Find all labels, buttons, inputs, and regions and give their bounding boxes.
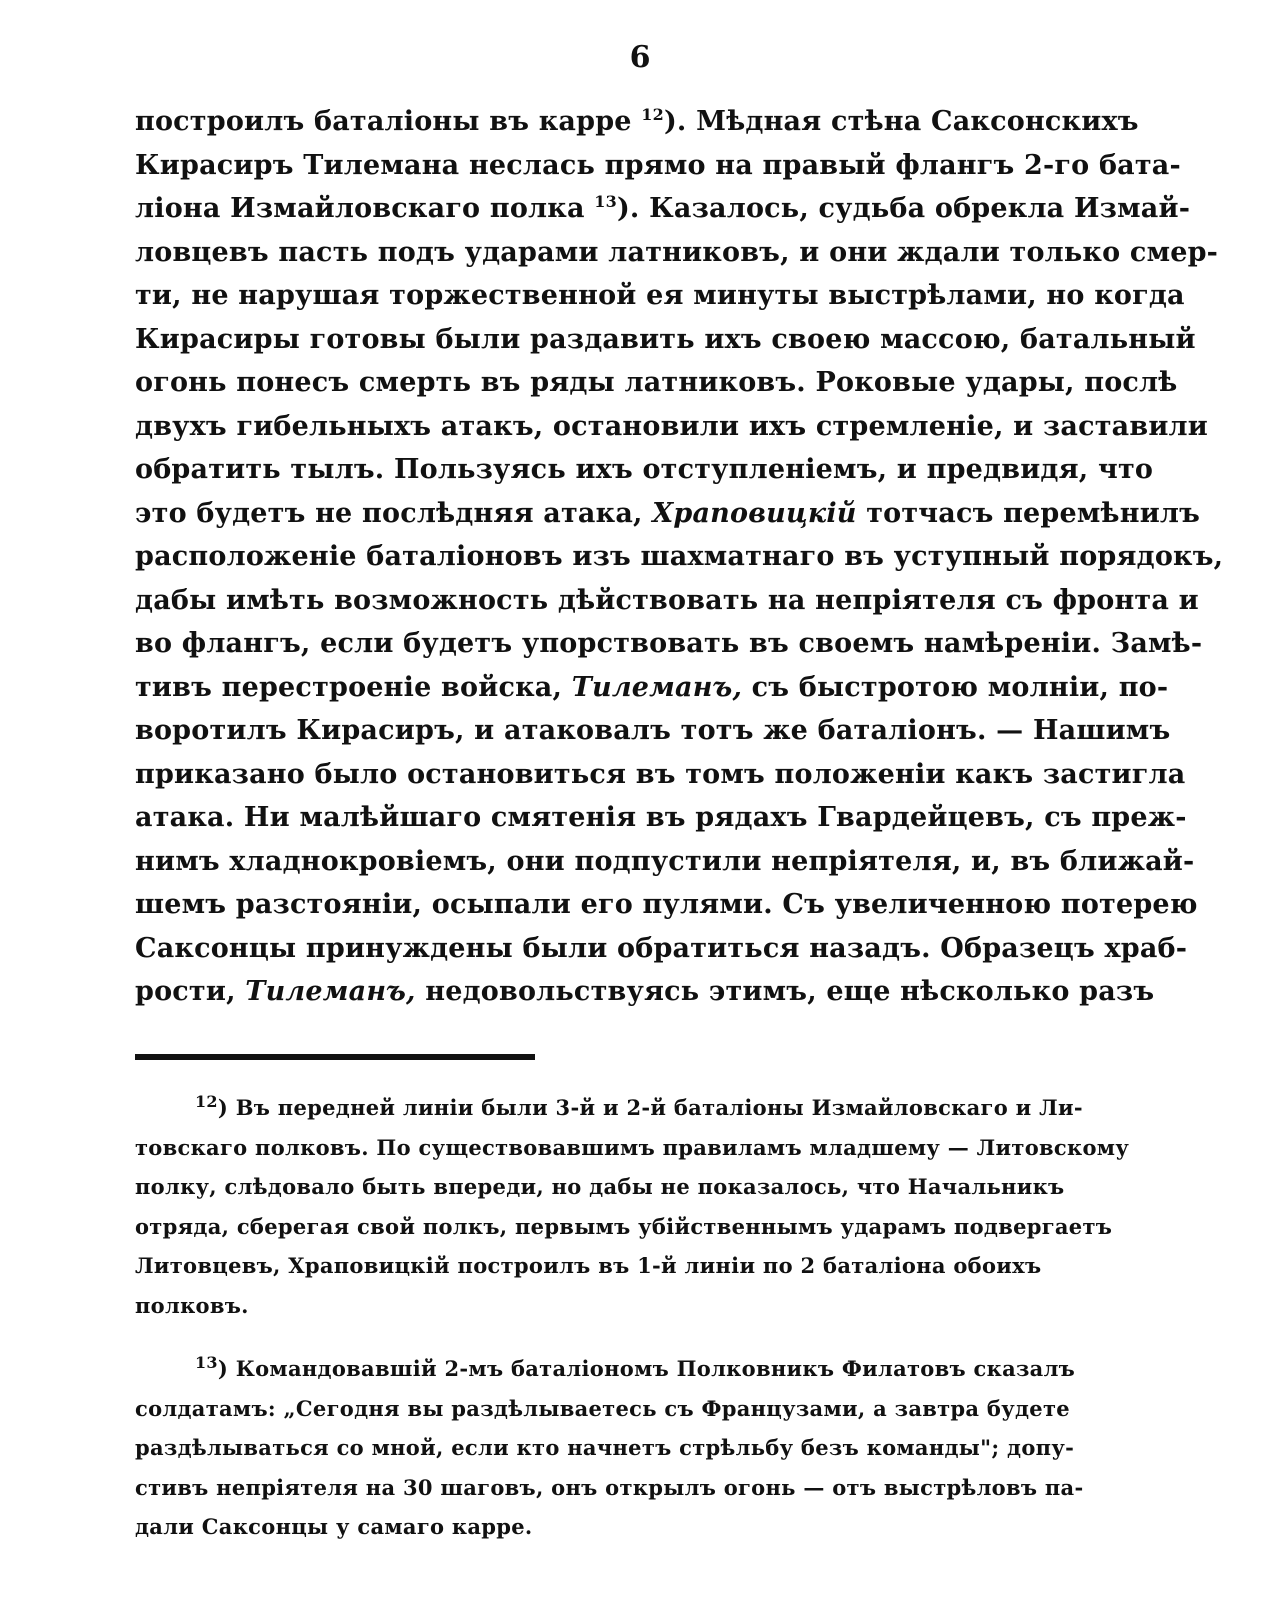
page-number: 6 (629, 40, 651, 75)
text-line: приказано было остановиться въ томъ положеніи какъ застигла (135, 758, 1186, 790)
text-line: обратить тылъ. Пользуясь ихъ отступленіемъ, и предвидя, что (135, 454, 1154, 485)
text-line: Саксонцы принуждены были обратиться назадъ. Образецъ храб- (135, 932, 1188, 964)
text-line: атака. Ни малѣйшаго смятенія въ рядахъ Гвардейцевъ, съ преж- (135, 802, 1187, 833)
text-line: нимъ хладнокровіемъ, они подпустили непріятеля, и, въ ближай- (135, 845, 1195, 877)
text-line: воротилъ Кирасиръ, и атаковалъ тотъ же баталіонъ. — Нашимъ (135, 715, 1171, 746)
text-line (135, 492, 1201, 536)
text-line-content: тивъ перестроеніе войска, (135, 671, 563, 703)
text-line: огонь понесъ смерть въ ряды латниковъ. Роковые удары, послѣ (135, 367, 1178, 398)
text-line-content: ). Мѣдная стѣна Саксонскихъ (663, 106, 1139, 137)
footnote-line: отряда, сберегая свой полкъ, первымъ убійственнымъ ударамъ подвергаетъ (135, 1213, 1113, 1239)
text-line: дабы имѣть возможность дѣйствовать на непріятеля съ фронта и (135, 584, 1199, 616)
footnote-13 (135, 1349, 1147, 1547)
footnote-ref-13[interactable]: 13 (594, 192, 617, 211)
footnote-text: ) Въ передней линіи были 3-й и 2-й баталіоны Измайловскаго и Ли- (217, 1095, 1083, 1120)
text-line (135, 100, 1147, 144)
text-line-content: ліона Измайловскаго полка (135, 193, 585, 224)
footnote-line: полковъ. (135, 1292, 249, 1318)
text-line-content: недовольствуясь этимъ, еще нѣсколько разъ (425, 976, 1155, 1007)
text-line: ти, не нарушая торжественной ея минуты выстрѣлами, но когда (135, 280, 1185, 311)
text-line (135, 187, 1191, 231)
text-line: расположеніе баталіоновъ изъ шахматнаго въ уступный порядокъ, (135, 541, 1224, 572)
footnote-line: раздѣлываться со мной, если кто начнетъ стрѣльбу безъ команды"; допу- (135, 1435, 1075, 1460)
footnote-line: товскаго полковъ. По существовавшимъ правиламъ младшему — Литовскому (135, 1134, 1130, 1160)
text-line-content: ). Казалось, судьба обрекла Измай- (616, 193, 1191, 224)
italic-name: Тилеманъ, (245, 976, 416, 1007)
footnote-separator (135, 1054, 535, 1060)
footnote-12 (135, 1088, 1147, 1325)
footnote-line (135, 1088, 1147, 1128)
main-text (135, 100, 1224, 1014)
footnote-line: солдатамъ: „Сегодня вы раздѣлываетесь съ Французами, а завтра будете (135, 1395, 1070, 1421)
text-line-content: это будетъ не послѣдняя атака, (135, 497, 643, 529)
footnote-text: ) Командовавшій 2-мъ баталіономъ Полковникъ Филатовъ сказалъ (217, 1356, 1076, 1381)
footnote-marker: 13 (195, 1353, 218, 1372)
text-line: двухъ гибельныхъ атакъ, остановили ихъ стремленіе, и заставили (135, 410, 1209, 442)
text-line-content: съ быстротою молніи, по- (751, 671, 1169, 703)
footnote-line: стивъ непріятеля на 30 шаговъ, онъ открылъ огонь — отъ выстрѣловъ па- (135, 1474, 1084, 1500)
footnote-marker: 12 (195, 1092, 218, 1111)
text-line-content: рости, (135, 976, 236, 1007)
italic-name: Храповицкій (652, 497, 857, 529)
text-line: шемъ разстояніи, осыпали его пулями. Съ увеличенною потерею (135, 889, 1198, 920)
footnote-line (135, 1349, 1147, 1389)
italic-name: Тилеманъ, (571, 671, 743, 703)
footnote-line: Литовцевъ, Храповицкій построилъ въ 1-й линіи по 2 баталіона обоихъ (135, 1253, 1042, 1278)
footnote-line: полку, слѣдовало быть впереди, но дабы не показалось, что Начальникъ (135, 1174, 1065, 1199)
text-line: Кирасиры готовы были раздавить ихъ своею массою, батальный (135, 323, 1196, 355)
text-line-content: построилъ баталіоны въ карре (135, 106, 632, 137)
text-line (135, 666, 1169, 710)
text-line: Кирасиръ Тилемана неслась прямо на правый флангъ 2-го бата- (135, 149, 1181, 181)
text-line: ловцевъ пасть подъ ударами латниковъ, и они ждали только смер- (135, 236, 1219, 268)
footnote-line: дали Саксонцы у самаго карре. (135, 1514, 533, 1539)
text-line (135, 970, 1155, 1014)
footnote-ref-12[interactable]: 12 (641, 105, 664, 124)
text-line-content: тотчасъ перемѣнилъ (866, 497, 1201, 529)
footnotes (135, 1088, 1147, 1571)
text-line: во флангъ, если будетъ упорствовать въ своемъ намѣреніи. Замѣ- (135, 628, 1203, 659)
